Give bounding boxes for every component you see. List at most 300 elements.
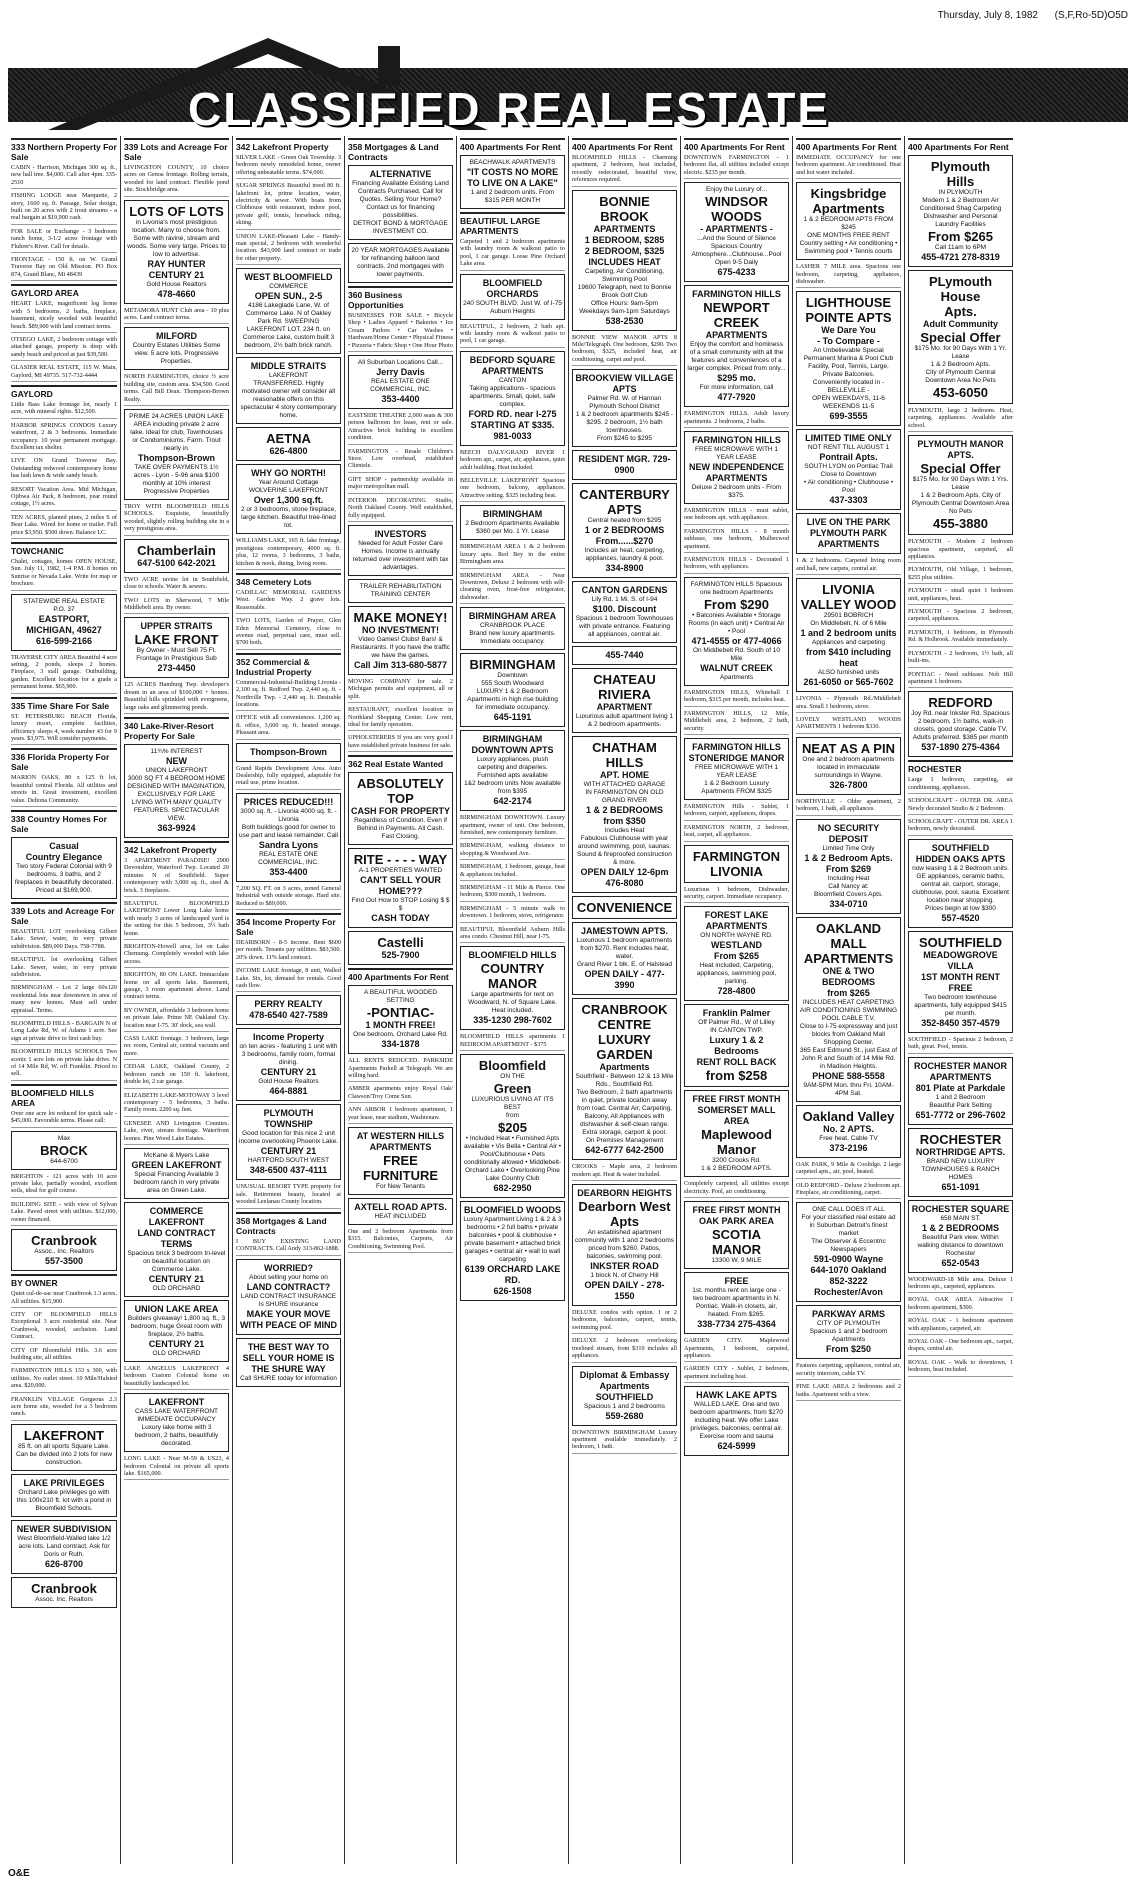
display-ad-line: 675-4233	[717, 267, 756, 278]
display-ad-line: Regardless of Condition. Even if Behind in Payments. All Cash. Fast Closing.	[354, 817, 447, 841]
display-ad-line: Call Jim 313-680-5877	[353, 659, 448, 670]
display-ad-line: LIVE ON THE PARK	[806, 517, 891, 528]
display-ad	[684, 1090, 789, 1177]
column-3	[232, 136, 344, 1864]
classified-ad: BIRMINGHAM - 11 Mile & Pierce. One bedroom, $300 month, 1 bedroom.	[460, 884, 565, 902]
display-ad-line: Carpeting, Air Conditioning, Swimming Pool	[584, 267, 665, 283]
display-ad-line: 85 ft. on all sports Square Lake. Can be divided into 2 lots for new construction.	[15, 1442, 113, 1466]
display-ad-line: LAKEFRONT	[148, 1397, 205, 1408]
display-ad-line: CHATEAU RIVIERA	[593, 672, 656, 703]
classified-ad: BY OWNER, affordable 3 bedroom home on private lake. Prime NE Oakland Cty. location near I-75. 30' dock, sea wall.	[124, 1007, 229, 1032]
display-ad-line: One and 2 bedroom apartments located in immaculate surroundings in Wayne.	[802, 755, 895, 779]
display-ad-line: 1 & 2 BEDROOM APTS FROM $245	[803, 216, 894, 232]
display-ad	[908, 1128, 1013, 1197]
section-heading: 333 Northern Property For Sale	[11, 138, 117, 162]
display-ad-line: 353-4400	[381, 394, 420, 405]
section-heading: 358 Mortgages & Land Contracts	[348, 138, 453, 162]
display-ad-line: 651-1091	[941, 1181, 980, 1192]
display-ad-line: NO INVESTMENT!	[361, 624, 439, 635]
display-ad	[684, 738, 789, 800]
display-ad-line: 348-6500 437-4111	[249, 1165, 328, 1176]
display-ad-line: Luxury appliances, plush carpeting and draperies. Furnished apts available	[476, 756, 549, 780]
display-ad-line: 3000 sq. ft. - Livonia 4000 sq. ft. - Livonia	[240, 807, 337, 823]
display-ad	[236, 1259, 341, 1335]
classified-ad: Completely carpeted, all utilities except electricity. Pool, air conditioning.	[684, 1180, 789, 1198]
classified-ad: FARMINGTON HILLS 133 x 300, with utilities. No outlet street. 10 Mile/Halsted area. $20,000.	[11, 1367, 117, 1392]
display-ad-line: PERRY REALTY	[254, 999, 323, 1010]
column-5	[456, 136, 568, 1864]
display-ad-line: From $265	[713, 951, 760, 962]
display-ad-line: Apartments	[719, 673, 754, 681]
classified-ad: Little Bass Lake frontage lot, nearly 1 acre, with mineral rights. $12,500.	[11, 401, 117, 419]
display-ad-line: 365 East Edmund St., just East of John R and South of 14 Mile Rd. in Madison Heights.	[799, 1046, 898, 1070]
classified-ad: SILVER LAKE - Green Oak Township. 3 bedroom newly remodeled home, owner offering unbeatable terms. $74,000.	[236, 154, 341, 179]
section-heading: 358 Mortgages & Land Contracts	[236, 1212, 341, 1236]
display-ad-line: 478-4660	[157, 288, 196, 299]
display-ad-line: PHONE 588-5558	[812, 1070, 885, 1081]
display-ad-line: CASH TODAY	[371, 913, 430, 924]
display-ad-line: WEST BLOOMFIELD	[244, 272, 333, 283]
display-ad-line: from $410 including heat	[805, 647, 892, 669]
display-ad-line: - To Compare -	[817, 336, 880, 347]
display-ad-line: BROOKVIEW VILLAGE APTS	[575, 373, 674, 395]
display-ad-line: ALTERNATIVE	[369, 169, 432, 179]
display-ad	[124, 744, 229, 838]
display-ad-line: APARTMENTS	[705, 921, 768, 932]
classified-ad: ST. PETERSBURG BEACH Florida, luxury resort, complete facilities, efficiency sleeps 4, week number 43 for 9 years. $3,975. Will consider payments.	[11, 713, 117, 746]
display-ad	[348, 165, 453, 240]
display-ad-line: Lily Rd. 1 Mi. S. of I-94	[591, 596, 658, 604]
display-ad	[236, 268, 341, 354]
display-ad-line: UNION LAKEFRONT	[145, 766, 208, 774]
display-ad-line: ROCHESTER	[919, 1131, 1002, 1147]
display-ad-line: BIRMINGHAM AREA	[468, 611, 557, 622]
classified-ad: WOODWARD-18 Mile area. Deluxe 1 bedroom apt., carpeted, appliances.	[908, 1276, 1013, 1294]
classified-ad: BONNIE VIEW MANOR APTS 8 Mile/Telegraph. One bedroom, $290. Two bedroom, $325, included heat, air conditioning, carpet and pool.	[572, 334, 677, 367]
column-4	[344, 136, 456, 1864]
display-ad-line: Video Games! Clubs! Bars! & Restaurants. If you have the traffic we have the games.	[351, 635, 450, 659]
display-ad-line: APARTMENTS	[593, 223, 656, 234]
display-ad	[684, 431, 789, 504]
display-ad-line: COMMERCE	[269, 283, 308, 291]
classified-ad: SCHOOLCRAFT - OUTER DR. AREA 1 bedroom, newly decorated.	[908, 818, 1013, 836]
display-ad-line: AT WESTERN HILLS APARTMENTS	[356, 1131, 445, 1152]
display-ad	[572, 190, 677, 331]
display-ad-line: HARTFORD SOUTH WEST	[247, 1157, 330, 1165]
display-ad	[124, 1202, 229, 1297]
section-heading: 400 Apartments For Rent	[908, 138, 1013, 152]
display-ad-line: PARKWAY ARMS	[811, 1309, 885, 1320]
display-ad-line: 476-8080	[605, 878, 644, 889]
display-ad-line: 1 BEDROOM, $285	[584, 234, 665, 245]
classified-ad: PLYMOUTH - small quiet 1 bedroom unit, appliances, heat.	[908, 587, 1013, 605]
display-ad-line: Deluxe 2 bedroom units - From $375.	[691, 484, 782, 500]
display-ad-line: 616-599-2166	[35, 635, 93, 646]
section-heading: ROCHESTER	[908, 760, 1013, 774]
display-ad-line: LAKEFRONT	[23, 1427, 105, 1443]
display-ad-line: FOREST LAKE	[704, 910, 769, 921]
display-ad-line: Jerry Davis	[376, 367, 425, 378]
display-ad-line: NORTHRIDGE APTS.	[915, 1146, 1006, 1157]
display-ad-line: Thompson-Brown	[250, 746, 327, 757]
display-ad-line: MAKE YOUR MOVE WITH PEACE OF MIND	[240, 1308, 337, 1330]
display-ad-line: From $250	[825, 1344, 872, 1355]
section-heading: 362 Real Estate Wanted	[348, 755, 453, 769]
classified-ad: DELUXE condos with option. 1 or 2 bedrooms, balconies, carport, tennis, swimming pool.	[572, 1309, 677, 1334]
display-ad-line: Spacious Country Atmosphere...Clubhouse...Pool	[691, 243, 782, 259]
display-ad-line: 455-4721 278-8319	[921, 252, 1000, 262]
display-ad	[684, 285, 789, 407]
display-ad-line: Limited Time Only	[822, 844, 875, 852]
classified-ad: Quiet cul-de-sac near Cranbrook 1.3 acres. All utilities. $15,900.	[11, 1290, 117, 1308]
display-ad-line: 647-5100 642-2021	[137, 557, 216, 568]
section-heading: 335 Time Share For Sale	[11, 697, 117, 711]
display-ad-line: Spacious 1 and 2 bedroom Apartments	[809, 1328, 888, 1344]
display-ad	[684, 1386, 789, 1456]
display-ad-line: -PONTIAC-	[366, 1005, 435, 1021]
display-ad-line: on ten acres - featuring 1 unit with 3 bedrooms, family room, formal dining.	[239, 1043, 338, 1067]
display-ad-line: 477-7920	[717, 392, 756, 403]
classified-ad: FRONTAGE - 150 ft. on W. Grand Traverse Bay on Old Mission. PO Box 874, Grand Blanc, Mi 48439	[11, 256, 117, 281]
display-ad-line: 1 & 2 Bedroom Apts. City of Plymouth Central Downtown Area No Pets	[911, 492, 1010, 516]
display-ad-line: 525-7900	[381, 950, 420, 961]
display-ad-line: 455-3880	[933, 516, 988, 532]
display-ad	[572, 896, 677, 919]
display-ad-line: 455-7440	[605, 650, 644, 661]
display-ad-line: 642-2174	[493, 796, 532, 807]
display-ad-line: Downtown	[497, 672, 528, 680]
display-ad-line: 437-3303	[829, 495, 868, 506]
display-ad-line: Apartments	[599, 1062, 650, 1073]
display-ad-line: 3000 SQ FT 4 BEDROOM HOME DESIGNED WITH IMAGINATION, EXCLUSIVELY FOR LAKE LIVING WITH MANY QUALITY FEATURES. SPECTACULAR VIEW.	[127, 774, 226, 822]
display-ad	[236, 743, 341, 762]
classified-ad: CASS LAKE frontage. 3 bedroom, large rec room, Central air, central vacuum and more.	[124, 1035, 229, 1060]
display-ad-line: Casual	[49, 840, 79, 851]
classified-ad: ROYAL OAK - One bedroom apt., carpet, drapes, central air.	[908, 1338, 1013, 1356]
display-ad-line: From......$270	[595, 536, 654, 547]
display-ad	[796, 1202, 901, 1302]
display-ad	[908, 839, 1013, 928]
display-ad	[460, 155, 565, 209]
display-ad-line: THE BEST WAY TO SELL YOUR HOME IS THE SHURE WAY	[242, 1341, 335, 1374]
display-ad	[796, 737, 901, 795]
display-ad-line: 1 or 2 BEDROOMS	[584, 525, 665, 536]
display-ad-line: 557-4520	[941, 912, 980, 923]
display-ad-line: PLYMOUTH MANOR APTS.	[917, 439, 1004, 461]
display-ad-line: 1 & 2 BEDROOMS	[585, 805, 663, 816]
display-ad-line: UPPER STRAITS	[140, 621, 213, 632]
display-ad	[236, 1028, 341, 1101]
section-heading: 339 Lots and Acreage For Sale	[11, 902, 117, 926]
display-ad-line: Office Hours: 9am-5pm Weekdays 9am-1pm Saturdays	[579, 299, 670, 315]
display-ad-line: TRAILER REHABILITATION TRAINING CENTER	[359, 582, 442, 598]
classified-ad: EASTSIDE THEATRE 2,000 seats & 300 person ballroom for lease, rent or sale. Attractive brick building in excellent condition.	[348, 412, 453, 445]
display-ad-line: NEW	[166, 755, 187, 766]
classified-ad: ROYAL OAK AREA Attractive 1 bedroom apartment, $300.	[908, 1296, 1013, 1314]
classified-ad: FARMINGTON HILLS. Adult luxury apartments. 2 bedrooms, 2 baths.	[684, 410, 789, 428]
display-ad-line: Close to I-75 expressway and just blocks from Oakland Mall Shopping Center.	[799, 1022, 898, 1046]
display-ad-line: Dearborn West Apts	[578, 1199, 671, 1230]
section-heading: 400 Apartments For Rent	[460, 138, 565, 152]
display-ad-line: Palmer Rd. W. of Hannan Plymouth School District	[587, 395, 662, 411]
display-ad-line: About selling your home on	[249, 1273, 328, 1281]
display-ad-line: AXTELL ROAD APTS.	[354, 1202, 447, 1212]
display-ad	[348, 985, 453, 1054]
display-ad-line: LOTS OF LOTS	[129, 203, 224, 219]
classified-ad: BIRMINGHAM - 5 minute walk to downtown. 1 bedroom, stove, refrigerator.	[460, 905, 565, 923]
page-footer: O&E	[8, 1868, 30, 1879]
display-ad	[348, 525, 453, 576]
display-ad-line: CANTON GARDENS	[581, 585, 668, 596]
display-ad	[460, 274, 565, 320]
display-ad-line: We Dare You	[821, 325, 876, 336]
display-ad-line: ABSOLUTELY TOP	[357, 776, 444, 807]
display-ad-line: Country Elegance	[25, 851, 103, 862]
display-ad-line: Plymouth	[930, 159, 991, 174]
display-ad	[908, 270, 1013, 404]
section-heading: 360 Business Opportunities	[348, 286, 453, 310]
classified-ad: BUSINESSES FOR SALE • Bicycle Shop • Ladies Apparel • Bakeries • Ice Cream Parlors • Car Washes • Hardware/Home Center • Physical Fitness • Pizzeria • Fabric Shop • One Hour Photo	[348, 312, 453, 352]
section-heading: 354 Income Property For Sale	[236, 913, 341, 937]
display-ad	[124, 327, 229, 370]
display-ad-line: Two Bedroom, 2 bath apartments in quiet, private location away from road. Central Air, Carpeting, Balcony, All Appliances with dishwasher & self-clean range. Extra storage, carport & pool.	[576, 1089, 673, 1137]
display-ad-line: FREE MICROWAVE WITH 1 YEAR LEASE	[694, 446, 779, 462]
display-ad-line: 728-4800	[717, 986, 756, 997]
column-9	[904, 136, 1016, 1864]
display-ad-line: 557-3500	[44, 1256, 84, 1267]
display-ad	[460, 1201, 565, 1301]
display-ad-line: LUXURIOUS LIVING AT ITS BEST	[471, 1096, 554, 1112]
classified-ad: Features carpeting, appliances, central air, security intercom, cable TV.	[796, 1362, 901, 1380]
classified-ad: TWO LOTS, Garden of Prayer, Glen Eden Memorial Cemetery, close to avenue road, perpetual care, must sell. $700 both.	[236, 617, 341, 650]
display-ad-line: NEW INDEPENDENCE APARTMENTS	[688, 462, 784, 484]
display-ad-line: LAKE FRONT	[134, 632, 219, 648]
display-ad	[572, 369, 677, 447]
display-ad-line: Two bedroom townhouse apartments, fully equipped $415 per month.	[914, 993, 1007, 1017]
display-ad	[11, 594, 117, 651]
display-ad-line: PRIME 24 ACRES UNION LAKE AREA including private 2 acre lake. Ideal for club, Townhouses or Condominiums. Farm. Trout nearly in.	[129, 413, 224, 453]
classified-ad: 1 & 2 bedrooms. Carpeted living room and hall, new carpets, central air.	[796, 557, 901, 575]
display-ad-line: For more information, call	[699, 384, 774, 392]
classified-ad: LIVINGSTON COUNTY, 10 choice acres on Genoa frontage. Rolling terrain, wooded for land contract. Flexible pond site. Stockbridge area.	[124, 164, 229, 197]
display-ad-line: MIDDLE STRAITS	[250, 361, 327, 372]
classified-ad: INTERIOR DECORATING Studio, North Oakland County. Well established, fully equipped.	[348, 497, 453, 522]
display-ad-line: Grand River 1 blk. E. of Halstead	[576, 961, 672, 969]
edition-code: (S,F,Ro-5D)O5D	[1054, 10, 1128, 21]
display-ad-line: Conveniently located in - BELLEVILLE -	[812, 379, 885, 395]
display-ad	[460, 607, 565, 650]
display-ad-line: CITY OF PLYMOUTH	[817, 1320, 880, 1328]
display-ad	[236, 357, 341, 424]
classified-ad: IMMEDIATE OCCUPANCY for one bedroom apartment. Air conditioned. Heat and hot water included.	[796, 154, 901, 179]
display-ad-line: • Included Heat • Furnished Apts available • Vis Bella • Central Air • Pool/Clubhouse • Pets conditionally allowed • Middlebelt-Orchard Lake • Overlooking Pine Lake Country Club	[463, 1135, 562, 1183]
display-ad-line: Apts.	[944, 304, 977, 319]
display-ad-line: Including Heat	[827, 874, 870, 882]
display-ad	[124, 539, 229, 573]
display-ad-line: P.O. 37	[53, 605, 75, 613]
display-ad-line: 373-2196	[829, 1142, 868, 1153]
classified-ad: BRIGHTON - 121 acres with 10 acre private lake, partially wooded, excellent soils, ideal for golf course.	[11, 1173, 117, 1198]
display-ad-line: Luxury lake home with 3 bedroom, 2 baths, beautifully decorated.	[134, 1424, 219, 1448]
display-ad-line: 261-6050 or 565-7602	[803, 677, 894, 688]
display-ad	[572, 922, 677, 995]
display-ad-line: 2 or 3 bedrooms, stone fireplace, large kitchen. Beautiful tree-lined lot.	[240, 506, 337, 530]
display-ad	[236, 793, 341, 882]
display-ad-line: COMMERCE LAKEFRONT	[148, 1205, 205, 1227]
display-ad-line: CASH FOR PROPERTY	[351, 806, 451, 817]
display-ad-line: Kingsbridge Apartments	[810, 186, 887, 217]
classified-ad: Commercial-Industrial-Building Livonia - 2,100 sq. ft. Redford Twp. 2,440 sq. ft. - Northville Twp. - 2,440 sq. ft. Desirable locations.	[236, 679, 341, 712]
display-ad-line: from $350	[603, 816, 646, 827]
display-ad-line: 645-1191	[493, 712, 532, 723]
display-ad-line: 555 South Woodward	[481, 680, 544, 688]
display-ad-line: Spacious 1 and 2 bedrooms	[584, 1402, 665, 1410]
display-ad-line: CASS LAKE WATERFRONT IMMEDIATE OCCUPANCY	[134, 1408, 219, 1424]
classified-ad: MOVING COMPANY for sale. 2 Michigan permits and equipment, all or split.	[348, 678, 453, 703]
display-ad-line: $175 Mo. for 90 Days With 1 Yrs. Lease	[912, 476, 1009, 492]
classified-ad: WILLIAMS LAKE, 165 ft. lake frontage, prestigious contemporary, 4000 sq. ft. plus, 12 rooms, 3 bedrooms, 3 baths, kitchen & nook, dining, living room.	[236, 537, 341, 570]
classified-columns	[8, 136, 1128, 1864]
display-ad-line: Needed for Adult Foster Care Homes. Income is annually returned over investment with tax advantages.	[352, 539, 449, 571]
display-ad-line: ONE CALL DOES IT ALL	[812, 1206, 885, 1214]
display-ad-line: An Unbelievable Special Permanent Marina & Pool Club Facility, Pool, Tennis, Large, Private Balconies.	[803, 347, 894, 379]
display-ad-line: Diplomat & Embassy Apartments	[579, 1369, 670, 1391]
display-ad-line: NEWER SUBDIVISION	[16, 1523, 112, 1534]
display-ad-line: WITH ATTACHED GARAGE	[583, 781, 666, 789]
section-heading: 400 Apartments For Rent	[348, 968, 453, 982]
display-ad	[11, 1424, 117, 1471]
display-ad-line: FARMINGTON HILLS STONERIDGE MANOR	[688, 741, 785, 763]
classified-ad: PINE LAKE AREA 2 bedrooms and 2 baths. Apartment with a view.	[796, 1383, 901, 1401]
display-ad-line: ON NORTH WAYNE RD.	[700, 932, 773, 940]
display-ad-line: Includes air heat, carpeting, appliances, laundry & pool.	[584, 547, 665, 563]
display-ad-line: TAKE OVER PAYMENTS 1½ acres - Lyon - 5-96 area $100 monthly at 10% interest Progressive Properties	[133, 464, 220, 496]
classified-ad: LAKE ANGELUS LAKEFRONT 4 bedroom Custom Colonial home on beautifully landscaped lot.	[124, 1365, 229, 1390]
section-heading: 342 Lakefront Property	[236, 138, 341, 152]
display-ad-line: from $265	[827, 987, 870, 998]
classified-ad: PLYMOUTH - Modern 2 bedroom spacious apartment, carpeted, all appliances.	[908, 538, 1013, 563]
section-heading: GAYLORD	[11, 385, 117, 399]
display-ad-line: Spacious brick 3 bedroom tri-level on beautiful location on Commerce Lake.	[127, 1249, 226, 1273]
display-ad-line: 1 MONTH FREE!	[365, 1020, 436, 1031]
classified-ad: 3 APARTMENT PARADISE! 2900 Devonshire, Waterford Twp. Located 20 minutes N of Southfield. Super contemporary with 3,000 sq. ft., steel & brick. 3 fireplaces.	[124, 857, 229, 897]
display-ad-line: 651-7772 or 296-7602	[915, 1109, 1006, 1120]
display-ad	[11, 1131, 117, 1170]
classified-ad: SOUTHFIELD - Spacious 2 bedroom, 2 bath, great. Pool, tennis.	[908, 1036, 1013, 1054]
classified-ad: 125 ACRES Hamburg Twp. developer's dream in an area of $100,000 + homes. Beautiful hills sprinkled with evergreens, large oaks and glimmering ponds.	[124, 681, 229, 714]
display-ad-line: Joy Rd. near Inkster Rd. Spacious 2 bedroom, 1½ baths, walk-in closets, good storage. Cable TV. Adults preferred. $385 per month	[911, 710, 1010, 742]
classified-ad: GARDEN CITY. Maplewood Apartments, 1 bedroom, carpeted, appliances.	[684, 1337, 789, 1362]
display-ad	[572, 483, 677, 578]
display-ad-line: CRANBROOK PLACE	[479, 622, 546, 630]
display-ad-line: Enjoy the comfort and hominess of a small community with all the features and conveniences of a larger complex. Priced from only...	[687, 341, 786, 373]
section-heading: BEAUTIFUL LARGE APARTMENTS	[460, 212, 565, 236]
display-ad-line: Special Offer	[920, 330, 1001, 345]
display-ad-line: STARTING AT $335.	[470, 419, 555, 430]
display-ad-line: A BEAUTIFUL WOODED SETTING	[363, 989, 438, 1005]
display-ad-line: 6139 ORCHARD LAKE RD.	[464, 1264, 561, 1286]
display-ad-line: 1 & 2 bedroom apartments $245 - $295. 2 bedroom, 1½ bath townhouses.	[575, 411, 674, 435]
classified-ad: FARMINGTON HILLS - Decorated 1 bedroom, with appliances.	[684, 556, 789, 574]
display-ad	[684, 1201, 789, 1269]
display-ad-line: CONVENIENCE	[576, 900, 673, 916]
display-ad-line: Prices begin at low $300	[925, 904, 996, 912]
display-ad	[460, 946, 565, 1030]
column-8	[792, 136, 904, 1864]
display-ad-line: LIVONIA	[822, 582, 875, 598]
classified-ad: LASHER 7 MILE area. Spacious one bedroom, carpeting, appliances, dishwasher.	[796, 263, 901, 288]
display-ad-line: WHY GO NORTH!	[251, 468, 326, 479]
display-ad-line: 852-3222 Rochester/Avon	[814, 1276, 883, 1298]
section-heading: GAYLORD AREA	[11, 284, 117, 298]
display-ad-line: PLYMOUTH PARK	[809, 528, 887, 539]
display-ad	[348, 848, 453, 928]
classified-ad: OLD REDFORD - Deluxe 2 bedroom apt. Fireplace, air conditioning, carpet.	[796, 1182, 901, 1200]
display-ad-line: Luxurious adult apartment living 1 & 2 bedroom apartments.	[575, 713, 674, 729]
display-ad	[124, 409, 229, 500]
display-ad	[908, 435, 1013, 535]
display-ad-line: RENT ROLL BACK	[696, 1057, 777, 1068]
display-ad	[124, 1148, 229, 1199]
classified-ad: PLYMOUTH, large 2 bedroom. Heat, carpeting, appliances. Available after school.	[908, 407, 1013, 432]
display-ad-line: OLD ORCHARD	[152, 1284, 201, 1292]
display-ad-line: BEDFORD SQUARE APARTMENTS	[469, 354, 556, 376]
classified-ad: MARION OAKS, 80 x 125 ft lot, beautiful central Florida. All utilities and streets in. Great investment, excellent value. Deltona Community.	[11, 774, 117, 807]
display-ad	[908, 931, 1013, 1033]
display-ad	[572, 668, 677, 733]
display-ad	[572, 1184, 677, 1306]
display-ad-line: Bloomfield Covers Apts.	[813, 890, 883, 898]
display-ad-line: Max	[57, 1134, 71, 1142]
display-ad-line: From $269	[825, 863, 872, 874]
display-ad-line: FREE FIRST MONTH	[692, 1205, 781, 1216]
display-ad-line: Fabulous Clubhouse with year around swimming, pool, saunas. Sound & fireproofed construction & more.	[577, 835, 672, 867]
display-ad-line: WALLED LAKE. One and two bedroom apartments, from $270 including heat. We offer Lake privileges, balconies, central air. Exercise room and sauna	[690, 1401, 783, 1441]
display-ad-line: BRAND NEW LUXURY TOWNHOUSES & RANCH HOMES	[921, 1157, 1000, 1181]
classified-ad: FARMINGTON Hills - Sublet, 1 bedroom, carport, appliances, drapes.	[684, 803, 789, 821]
display-ad-line: BONNIE BROOK	[599, 193, 650, 224]
display-ad-line: 1 and 2 bedroom units	[800, 628, 897, 639]
display-ad-line: Builders giveaway! 1,800 sq. ft., 3 bedroom, huge Great room with fireplace, 2½ baths.	[127, 1314, 226, 1338]
classified-ad: ROYAL OAK - Walk to downtown, 1 bedroom, heat included.	[908, 1359, 1013, 1377]
display-ad-line: Central heated from $295	[587, 517, 662, 525]
display-ad	[124, 200, 229, 304]
display-ad-line: Orchard Lake privileges go with this 100x210 ft. lot with a pond in Bloomfield Schools.	[16, 1488, 112, 1512]
display-ad-line: SOUTHFIELD	[918, 934, 1003, 950]
classified-ad: TWO ACRE ravine lot in Southfield, close to schools. Water & sewers.	[124, 576, 229, 594]
section-heading: BY OWNER	[11, 1274, 117, 1288]
display-ad-line: Open 9-5 Daily	[714, 259, 759, 267]
display-ad-line: CENTURY 21	[148, 1273, 205, 1284]
display-ad-line: 471-4555 or 477-4066	[691, 635, 782, 646]
classified-ad: BEAUTIFUL Bloomfield Auburn Hills area condo. Chestnut Hill, near I-75.	[460, 926, 565, 944]
display-ad-line: ROCHESTER SQUARE	[911, 1203, 1010, 1214]
display-ad-line: 453-6050	[933, 385, 988, 400]
display-ad-line: Spacious 1 bedroom Townhouses with private entrance. Featuring all appliances, central air.	[575, 615, 674, 639]
classified-ad: FOR SALE or Exchange - 3 bedroom ranch home, 3-1/2 acres frontage with Fluhrer's River. Call for details.	[11, 228, 117, 253]
display-ad-line: now leasing 1 & 2 Bedroom units. GE appliances, ceramic baths, central air, carport, storage, clubhouse, pool, sauna. Excellent location near shopping.	[912, 864, 1009, 904]
display-ad-line: Appliances and carpeting	[812, 639, 885, 647]
display-ad-line: "IT COSTS NO MORE TO LIVE ON A LAKE"	[466, 167, 559, 188]
classified-ad: One and 2 bedroom Apartments from $315. Balconies, Carports, Air Conditioning, Swimming Pool.	[348, 1228, 453, 1253]
display-ad-line: Green	[493, 1081, 532, 1097]
display-ad-line: SOUTHFIELD	[595, 1391, 654, 1402]
display-ad-line: SOUTHFIELD	[931, 842, 990, 853]
display-ad-line: LAKE PRIVILEGES	[23, 1477, 105, 1488]
display-ad-line: EASTPORT, MICHIGAN, 49627	[26, 613, 102, 635]
display-ad	[11, 837, 117, 899]
display-ad-line: 352-8450 357-4579	[921, 1017, 1000, 1028]
